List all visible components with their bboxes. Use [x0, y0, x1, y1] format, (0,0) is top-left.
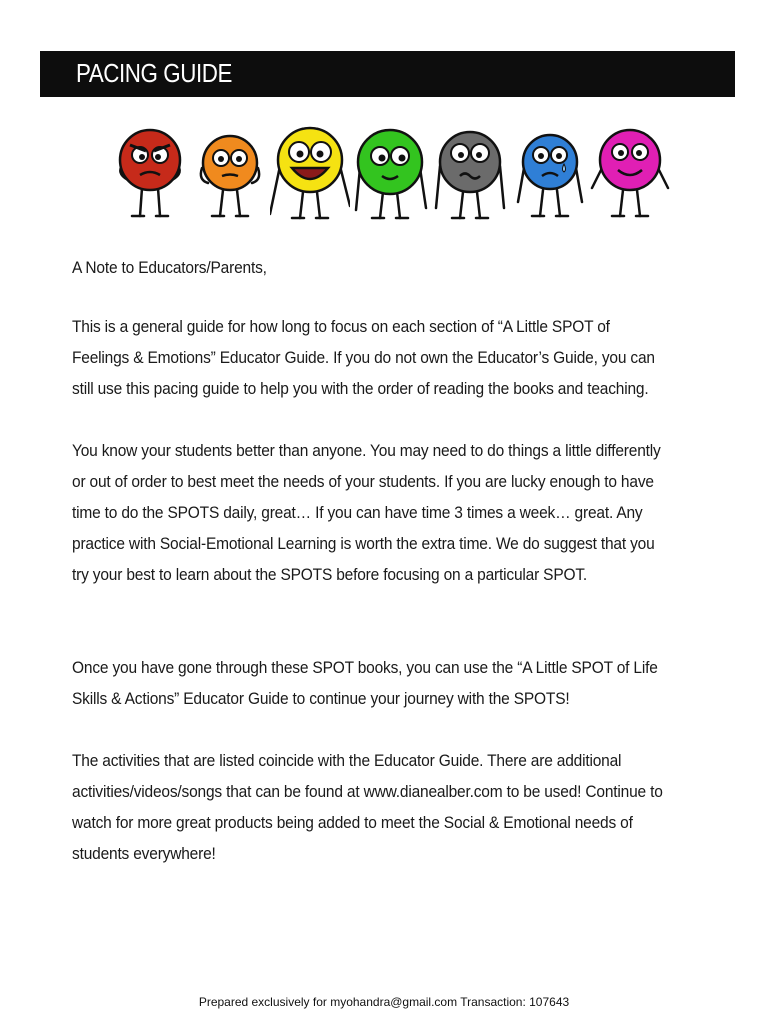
paragraph-students [72, 436, 664, 591]
page-title: PACING GUIDE [76, 58, 232, 88]
paragraph-next-steps [72, 653, 664, 715]
orange-spot-anxious-icon [190, 118, 270, 228]
spot-characters-illustration [110, 118, 670, 228]
paragraph-next-steps-text: Once you have gone through these SPOT books, you can use the “A Little SPOT of Life Skills & Actions” Educator Guide to continue your journey with the SPOTS! [72, 659, 658, 708]
blue-spot-sad-icon [510, 118, 590, 228]
paragraph-intro-text: This is a general guide for how long to focus on each section of “A Little SPOT of Feelings & Emotions” Educator Guide. If you do not own the Educator’s Guide, you can still use this pacing guide to help you with the order of reading the books and teaching. [72, 318, 655, 398]
yellow-spot-happy-icon [270, 118, 350, 228]
paragraph-students-text: You know your students better than anyone. You may need to do things a little differently or out of order to best meet the needs of your students. If you are lucky enough to have time to do the SPOTS daily, great… If you can have time 3 times a week… great. Any practice with Social-Emotional Learning is worth the extra time. We do suggest that you try your best to learn about the SPOTS before focusing on a particular SPOT. [72, 442, 661, 584]
paragraph-activities [72, 746, 664, 870]
green-spot-calm-icon [350, 118, 430, 228]
paragraph-activities-text: The activities that are listed coincide with the Educator Guide. There are additional activities/videos/songs that can be found at www.dianealber.com to be used! Continue to watch for more great products being added to meet the Social & Emotional needs of students everywhere! [72, 752, 663, 863]
red-spot-angry-icon [110, 118, 190, 228]
header-bar [40, 51, 735, 97]
pink-spot-love-icon [590, 118, 670, 228]
gray-spot-confused-icon [430, 118, 510, 228]
greeting-text: A Note to Educators/Parents, [72, 259, 267, 277]
greeting [72, 253, 664, 284]
footer-watermark: Prepared exclusively for myohandra@gmail.com Transaction: 107643 [198, 995, 570, 1009]
paragraph-intro [72, 312, 664, 405]
